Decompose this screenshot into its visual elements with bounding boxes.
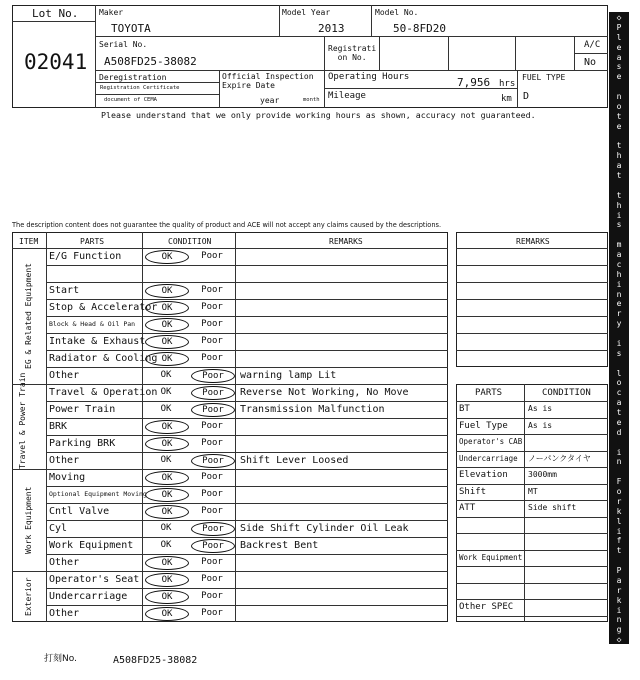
row-divider: [46, 350, 448, 351]
side-note-char: r: [616, 309, 622, 319]
poor-mark: Poor: [201, 574, 223, 584]
side-note-char: s: [616, 348, 622, 358]
side-note-char: a: [616, 575, 622, 585]
row-divider: [46, 282, 448, 283]
side-note-char: d: [616, 427, 622, 437]
km-label: km: [501, 94, 512, 104]
parts-header: PARTS: [80, 237, 105, 246]
poor-mark: Poor: [201, 285, 223, 295]
side-note-char: o: [616, 487, 622, 496]
part-label: Power Train: [49, 404, 116, 415]
row-divider: [46, 520, 448, 521]
inspection-label: Official Inspection Expire Date: [222, 72, 314, 90]
ok-mark: OK: [145, 437, 189, 451]
ok-mark: OK: [160, 370, 172, 380]
side-note-char: o: [616, 378, 622, 388]
part-label: Optional Equipment Moving: [49, 490, 147, 498]
row-divider: [46, 588, 448, 589]
side-note-char: r: [616, 496, 622, 506]
ok-mark: OK: [160, 404, 172, 414]
side-note-char: t: [616, 111, 622, 121]
spec-part: Other SPEC: [459, 602, 514, 612]
side-note-char: l: [616, 32, 622, 42]
side-note-char: P: [616, 22, 622, 32]
side-note-char: l: [616, 516, 622, 526]
part-label: Work Equipment: [49, 540, 134, 551]
spec-row-divider: [456, 434, 608, 435]
stamp-label: 打刻No.: [44, 654, 77, 664]
spec-row-divider: [456, 418, 608, 419]
spec-row-divider: [456, 550, 608, 551]
side-note-char: i: [616, 605, 622, 615]
poor-mark: Poor: [191, 403, 235, 417]
right-row-divider: [456, 333, 608, 334]
maker-label: Maker: [99, 8, 124, 17]
part-label: Other: [49, 608, 80, 619]
fuel-type-label: FUEL TYPE: [522, 73, 566, 82]
part-label: BRK: [49, 421, 68, 432]
side-note-char: a: [616, 398, 622, 408]
row-divider: [46, 401, 448, 402]
condition-header: CONDITION: [168, 237, 212, 246]
part-label: Other: [49, 557, 80, 568]
ok-mark: OK: [145, 590, 189, 604]
spec-condition: Side shift: [528, 503, 577, 512]
ac-value: No: [584, 57, 597, 68]
hours-notice: Please understand that we only provide working hours as shown, accuracy not guaranteed.: [101, 110, 536, 120]
side-note-char: n: [616, 457, 622, 467]
side-note-char: e: [616, 121, 622, 131]
ok-mark: OK: [145, 420, 189, 434]
poor-mark: Poor: [201, 489, 223, 499]
remark-text: Reverse Not Working, No Move: [240, 387, 409, 398]
spec-part: ATT: [459, 503, 476, 513]
ok-mark: OK: [145, 301, 189, 315]
side-note-char: t: [616, 190, 622, 200]
right-row-divider: [456, 265, 608, 266]
spec-condition: As is: [528, 404, 553, 413]
registration-label: Registrati on No.: [328, 44, 377, 62]
ok-mark: OK: [145, 352, 189, 366]
row-divider: [46, 265, 448, 266]
group-divider: [12, 469, 448, 470]
row-divider: [46, 333, 448, 334]
poor-mark: Poor: [201, 421, 223, 431]
side-note-char: k: [616, 506, 622, 516]
part-label: Moving: [49, 472, 86, 483]
spec-condition: 3000mm: [528, 470, 557, 479]
spec-row-divider: [456, 517, 608, 518]
spec-row-divider: [456, 533, 608, 534]
side-note-bar: [609, 12, 629, 644]
side-note-char: i: [616, 210, 622, 220]
row-divider: [46, 537, 448, 538]
side-note-char: s: [616, 62, 622, 72]
spec-row-divider: [456, 599, 608, 600]
remark-text: Transmission Malfunction: [240, 404, 385, 415]
side-note-char: a: [616, 161, 622, 171]
group-label: Exterior: [24, 577, 33, 616]
spec-row-divider: [456, 467, 608, 468]
remark-text: Shift Lever Loosed: [240, 455, 349, 466]
side-note-char: t: [616, 546, 622, 556]
poor-mark: Poor: [201, 506, 223, 516]
side-note-char: h: [616, 269, 622, 279]
model-year-label: Model Year: [282, 8, 331, 17]
side-note-char: i: [616, 526, 622, 536]
part-label: Other: [49, 370, 80, 381]
side-note-char: n: [616, 92, 622, 101]
ok-mark: OK: [145, 488, 189, 502]
poor-mark: Poor: [201, 438, 223, 448]
operating-hours-value: 7,956: [457, 76, 491, 89]
reg-cert-label: Registration Certificate: [100, 85, 180, 91]
poor-mark: Poor: [201, 319, 223, 329]
ok-mark: OK: [145, 284, 189, 298]
part-label: Parking BRK: [49, 438, 116, 449]
ok-mark: OK: [160, 455, 172, 465]
ok-mark: OK: [160, 523, 172, 533]
side-note-char: a: [616, 250, 622, 259]
part-label: E/G Function: [49, 251, 122, 262]
item-header: ITEM: [19, 237, 39, 246]
group-divider: [12, 384, 448, 385]
deregistration-label: Deregistration: [99, 73, 167, 82]
side-note-char: h: [616, 200, 622, 210]
poor-mark: Poor: [201, 353, 223, 363]
row-divider: [46, 452, 448, 453]
part-label: Other: [49, 455, 80, 466]
side-note-char: o: [616, 101, 622, 111]
side-note-char: e: [616, 417, 622, 427]
maker-value: TOYOTA: [111, 22, 151, 35]
lot-value: 02041: [24, 50, 88, 74]
side-note-char: i: [616, 338, 622, 348]
right-row-divider: [456, 299, 608, 300]
ok-mark: OK: [160, 540, 172, 550]
remark-text: Side Shift Cylinder Oil Leak: [240, 523, 409, 534]
cema-label: document of CEMA: [104, 97, 157, 103]
fuel-type-value: D: [523, 91, 530, 102]
side-note-char: t: [616, 408, 622, 417]
remark-text: Backrest Bent: [240, 540, 319, 551]
side-note-char: n: [616, 289, 622, 299]
group-label: Work Equipment: [24, 486, 33, 554]
side-note-char: i: [616, 279, 622, 289]
side-note-char: e: [616, 72, 622, 82]
row-divider: [46, 486, 448, 487]
spec-row-divider: [456, 451, 608, 452]
row-divider: [46, 316, 448, 317]
stamp-value: A508FD25-38082: [113, 655, 198, 666]
spec-header-divider: [456, 401, 608, 402]
row-divider: [46, 435, 448, 436]
side-note-char: m: [616, 240, 622, 250]
spec-part: Elevation: [459, 470, 508, 480]
poor-mark: Poor: [201, 608, 223, 618]
side-note-char: c: [616, 388, 622, 398]
spec-part: Fuel Type: [459, 420, 508, 431]
ok-mark: OK: [145, 573, 189, 587]
poor-mark: Poor: [191, 386, 235, 400]
ok-mark: OK: [145, 471, 189, 485]
ok-mark: OK: [145, 556, 189, 570]
spec-condition: MT: [528, 486, 538, 496]
spec-row-divider: [456, 616, 608, 617]
mileage-label: Mileage: [328, 91, 366, 101]
ok-mark: OK: [145, 505, 189, 519]
ok-mark: OK: [160, 387, 172, 397]
poor-mark: Poor: [201, 591, 223, 601]
poor-mark: Poor: [201, 251, 223, 261]
ac-label: A/C: [584, 40, 601, 50]
group-divider: [12, 571, 448, 572]
remarks-header: REMARKS: [329, 237, 363, 246]
side-note-char: ◇: [616, 635, 622, 645]
operating-hours-label: Operating Hours: [328, 72, 410, 82]
row-divider: [46, 418, 448, 419]
spec-part: Shift: [459, 486, 487, 497]
side-note-char: ◇: [616, 13, 622, 22]
poor-mark: Poor: [201, 336, 223, 346]
spec-condition: ノーパンクタイヤ: [528, 453, 591, 463]
right-row-divider: [456, 316, 608, 317]
serial-label: Serial No.: [99, 40, 148, 49]
part-label: Operator's Seat: [49, 574, 140, 585]
spec-row-divider: [456, 583, 608, 584]
side-note-char: t: [616, 171, 622, 180]
serial-value: A508FD25-38082: [104, 55, 197, 68]
side-note-char: l: [616, 368, 622, 378]
spec-row-divider: [456, 484, 608, 485]
right-row-divider: [456, 282, 608, 283]
side-note-char: i: [616, 447, 622, 457]
poor-mark: Poor: [201, 302, 223, 312]
side-note-char: F: [616, 477, 622, 487]
part-label: Intake & Exhaust: [49, 336, 146, 347]
part-label: Undercarriage: [49, 591, 128, 602]
description-notice: The description content does not guarantee the quality of product and ACE will not accept any claims caused by the descriptions.: [12, 221, 442, 229]
poor-mark: Poor: [191, 522, 235, 536]
spec-condition-header: CONDITION: [542, 388, 591, 398]
ok-mark: OK: [145, 318, 189, 332]
group-label: EG & Related Equipment: [24, 263, 33, 369]
spec-row-divider: [456, 500, 608, 501]
model-no-value: 50-8FD20: [393, 22, 446, 35]
row-divider: [46, 299, 448, 300]
model-no-label: Model No.: [375, 8, 419, 17]
header-frame: [12, 5, 608, 108]
side-note-char: t: [616, 141, 622, 151]
poor-mark: Poor: [201, 472, 223, 482]
remark-text: warning lamp Lit: [240, 370, 337, 381]
poor-mark: Poor: [191, 539, 235, 553]
lot-label: Lot No.: [32, 7, 79, 20]
part-label: Radiator & Cooling: [49, 353, 158, 364]
part-label: Cntl Valve: [49, 506, 110, 517]
poor-mark: Poor: [201, 557, 223, 567]
side-note-char: g: [616, 625, 622, 635]
part-label: Block & Head & Oil Pan: [49, 320, 136, 328]
ok-mark: OK: [145, 250, 189, 264]
row-divider: [46, 605, 448, 606]
side-note-char: r: [616, 585, 622, 595]
right-row-divider: [456, 350, 608, 351]
year-label: year: [260, 96, 280, 105]
poor-mark: Poor: [191, 454, 235, 468]
side-note-char: e: [616, 299, 622, 309]
right-remarks-header: REMARKS: [516, 237, 550, 246]
group-label: Travel & Power Train: [18, 372, 27, 469]
side-note-char: k: [616, 595, 622, 605]
part-label: Cyl: [49, 523, 68, 534]
row-divider: [46, 503, 448, 504]
side-note-char: s: [616, 220, 622, 230]
side-note-char: n: [616, 615, 622, 625]
hrs-label: hrs: [499, 79, 516, 89]
spec-parts-header: PARTS: [475, 388, 503, 398]
ok-mark: OK: [145, 335, 189, 349]
side-note-char: a: [616, 52, 622, 62]
ok-mark: OK: [145, 607, 189, 621]
poor-mark: Poor: [191, 369, 235, 383]
spec-row-divider: [456, 566, 608, 567]
spec-condition: As is: [528, 420, 553, 430]
side-note-char: f: [616, 536, 622, 546]
row-divider: [46, 554, 448, 555]
part-label: Stop & Accelerator: [49, 302, 158, 313]
row-divider: [46, 367, 448, 368]
side-note-char: y: [616, 319, 622, 329]
side-note-char: P: [616, 566, 622, 575]
spec-part: Operator's CAB: [459, 437, 523, 446]
side-note-char: h: [616, 151, 622, 161]
part-label: Travel & Operation: [49, 387, 158, 398]
month-label: month: [303, 97, 320, 103]
spec-part: Undercarriage: [459, 453, 518, 463]
model-year-value: 2013: [318, 22, 345, 35]
side-note-char: e: [616, 42, 622, 52]
spec-part: BT: [459, 404, 470, 414]
part-label: Start: [49, 285, 80, 296]
side-note-char: c: [616, 259, 622, 269]
spec-part: Work Equipment: [459, 552, 523, 562]
